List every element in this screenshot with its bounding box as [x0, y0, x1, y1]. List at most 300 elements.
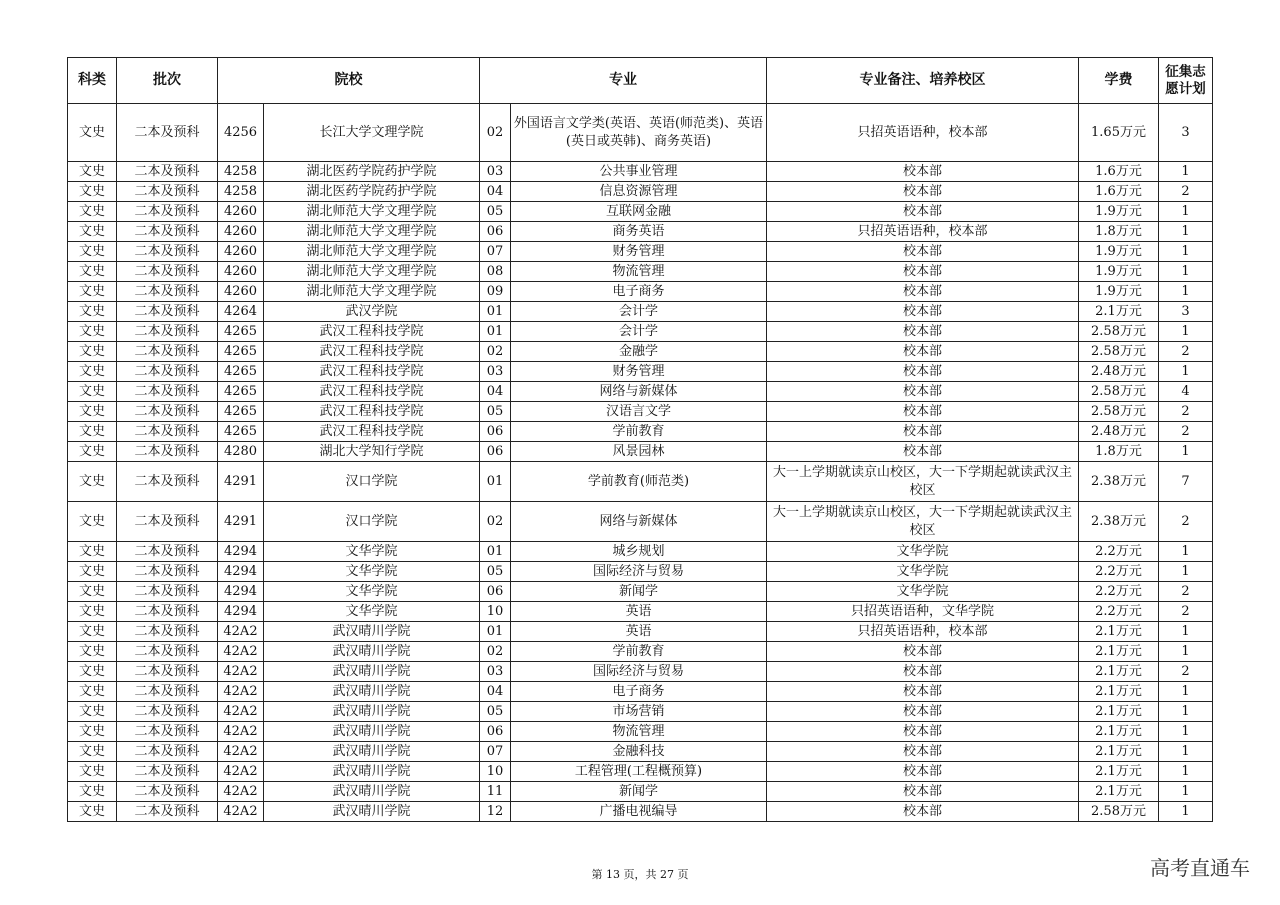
cell-plan: 1: [1159, 782, 1213, 802]
cell-major-code: 06: [480, 442, 511, 462]
cell-major-code: 02: [480, 502, 511, 542]
cell-note: 校本部: [767, 342, 1079, 362]
cell-major: 市场营销: [511, 702, 767, 722]
cell-major: 学前教育(师范类): [511, 462, 767, 502]
table-row: [68, 182, 1213, 202]
cell-major-code: 05: [480, 702, 511, 722]
cell-kelei: 文史: [68, 322, 117, 342]
cell-plan: 1: [1159, 202, 1213, 222]
cell-kelei: 文史: [68, 682, 117, 702]
cell-school-code: 4265: [218, 362, 264, 382]
table-row: [68, 622, 1213, 642]
cell-plan: 2: [1159, 582, 1213, 602]
cell-school: 文华学院: [264, 562, 480, 582]
cell-school-code: 42A2: [218, 722, 264, 742]
cell-note: 大一上学期就读京山校区，大一下学期起就读武汉主校区: [767, 462, 1079, 502]
cell-school: 湖北师范大学文理学院: [264, 242, 480, 262]
cell-major: 信息资源管理: [511, 182, 767, 202]
cell-school: 武汉晴川学院: [264, 622, 480, 642]
cell-major: 英语: [511, 622, 767, 642]
cell-plan: 1: [1159, 702, 1213, 722]
cell-kelei: 文史: [68, 362, 117, 382]
cell-pici: 二本及预科: [117, 642, 218, 662]
cell-school: 武汉工程科技学院: [264, 422, 480, 442]
cell-major-code: 10: [480, 762, 511, 782]
cell-plan: 2: [1159, 502, 1213, 542]
cell-kelei: 文史: [68, 562, 117, 582]
cell-pici: 二本及预科: [117, 382, 218, 402]
cell-pici: 二本及预科: [117, 202, 218, 222]
cell-kelei: 文史: [68, 582, 117, 602]
cell-major-code: 01: [480, 462, 511, 502]
cell-school-code: 4294: [218, 542, 264, 562]
cell-note: 校本部: [767, 202, 1079, 222]
table-row: [68, 104, 1213, 162]
cell-plan: 1: [1159, 642, 1213, 662]
cell-fee: 2.1万元: [1079, 762, 1159, 782]
cell-major: 会计学: [511, 302, 767, 322]
cell-plan: 2: [1159, 342, 1213, 362]
cell-note: 校本部: [767, 742, 1079, 762]
cell-kelei: 文史: [68, 422, 117, 442]
cell-fee: 2.2万元: [1079, 542, 1159, 562]
cell-school-code: 42A2: [218, 702, 264, 722]
cell-pici: 二本及预科: [117, 502, 218, 542]
header-pici: 批次: [117, 58, 218, 104]
cell-pici: 二本及预科: [117, 442, 218, 462]
cell-major-code: 05: [480, 202, 511, 222]
cell-school-code: 4280: [218, 442, 264, 462]
table-row: [68, 762, 1213, 782]
cell-plan: 4: [1159, 382, 1213, 402]
table-row: [68, 582, 1213, 602]
cell-school-code: 4291: [218, 502, 264, 542]
cell-school: 湖北师范大学文理学院: [264, 282, 480, 302]
cell-note: 校本部: [767, 762, 1079, 782]
cell-pici: 二本及预科: [117, 562, 218, 582]
cell-kelei: 文史: [68, 742, 117, 762]
cell-pici: 二本及预科: [117, 222, 218, 242]
table-row: [68, 222, 1213, 242]
cell-plan: 2: [1159, 662, 1213, 682]
cell-note: 校本部: [767, 682, 1079, 702]
table-row: [68, 282, 1213, 302]
cell-major: 物流管理: [511, 262, 767, 282]
cell-major: 电子商务: [511, 682, 767, 702]
cell-pici: 二本及预科: [117, 582, 218, 602]
cell-pici: 二本及预科: [117, 802, 218, 822]
cell-pici: 二本及预科: [117, 782, 218, 802]
cell-plan: 1: [1159, 722, 1213, 742]
watermark-text: 高考直通车: [1150, 856, 1250, 880]
cell-major: 新闻学: [511, 582, 767, 602]
cell-note: 只招英语语种，校本部: [767, 222, 1079, 242]
cell-major-code: 08: [480, 262, 511, 282]
cell-major-code: 02: [480, 104, 511, 162]
cell-plan: 2: [1159, 422, 1213, 442]
cell-plan: 1: [1159, 362, 1213, 382]
table-row: [68, 742, 1213, 762]
cell-school-code: 4294: [218, 602, 264, 622]
cell-kelei: 文史: [68, 702, 117, 722]
header-school: 院校: [218, 58, 480, 104]
cell-plan: 1: [1159, 682, 1213, 702]
cell-plan: 1: [1159, 542, 1213, 562]
cell-major: 金融学: [511, 342, 767, 362]
cell-pici: 二本及预科: [117, 602, 218, 622]
cell-fee: 1.9万元: [1079, 262, 1159, 282]
page-number: 第 13 页，共 27 页: [591, 868, 689, 881]
cell-fee: 2.58万元: [1079, 322, 1159, 342]
cell-school-code: 4265: [218, 402, 264, 422]
table-row: [68, 462, 1213, 502]
cell-school: 湖北医药学院药护学院: [264, 162, 480, 182]
cell-major-code: 06: [480, 222, 511, 242]
cell-kelei: 文史: [68, 162, 117, 182]
cell-major: 电子商务: [511, 282, 767, 302]
cell-note: 校本部: [767, 402, 1079, 422]
cell-plan: 1: [1159, 802, 1213, 822]
cell-fee: 2.1万元: [1079, 642, 1159, 662]
cell-school-code: 42A2: [218, 782, 264, 802]
cell-plan: 1: [1159, 222, 1213, 242]
cell-note: 校本部: [767, 782, 1079, 802]
cell-major-code: 05: [480, 402, 511, 422]
cell-kelei: 文史: [68, 662, 117, 682]
cell-kelei: 文史: [68, 242, 117, 262]
cell-kelei: 文史: [68, 382, 117, 402]
cell-major-code: 01: [480, 302, 511, 322]
cell-major: 国际经济与贸易: [511, 562, 767, 582]
cell-school: 汉口学院: [264, 502, 480, 542]
header-note: 专业备注、培养校区: [767, 58, 1079, 104]
cell-note: 只招英语语种，校本部: [767, 622, 1079, 642]
cell-fee: 1.9万元: [1079, 282, 1159, 302]
cell-fee: 2.38万元: [1079, 462, 1159, 502]
cell-note: 只招英语语种，校本部: [767, 104, 1079, 162]
cell-major-code: 11: [480, 782, 511, 802]
cell-school: 湖北医药学院药护学院: [264, 182, 480, 202]
table-row: [68, 362, 1213, 382]
cell-fee: 2.2万元: [1079, 582, 1159, 602]
cell-plan: 2: [1159, 402, 1213, 422]
cell-note: 文华学院: [767, 562, 1079, 582]
cell-major-code: 02: [480, 642, 511, 662]
cell-plan: 3: [1159, 302, 1213, 322]
cell-fee: 1.8万元: [1079, 222, 1159, 242]
cell-school-code: 4265: [218, 422, 264, 442]
cell-pici: 二本及预科: [117, 542, 218, 562]
cell-kelei: 文史: [68, 642, 117, 662]
cell-major: 金融科技: [511, 742, 767, 762]
cell-school-code: 4256: [218, 104, 264, 162]
cell-plan: 1: [1159, 282, 1213, 302]
cell-major-code: 02: [480, 342, 511, 362]
table-row: [68, 262, 1213, 282]
cell-school-code: 4258: [218, 162, 264, 182]
cell-school: 文华学院: [264, 582, 480, 602]
cell-major: 风景园林: [511, 442, 767, 462]
cell-school: 文华学院: [264, 542, 480, 562]
cell-kelei: 文史: [68, 182, 117, 202]
table-row: [68, 662, 1213, 682]
cell-pici: 二本及预科: [117, 662, 218, 682]
cell-school: 武汉工程科技学院: [264, 382, 480, 402]
cell-school: 武汉学院: [264, 302, 480, 322]
cell-note: 校本部: [767, 162, 1079, 182]
header-plan: 征集志愿计划: [1159, 58, 1213, 104]
cell-school-code: 4260: [218, 262, 264, 282]
cell-note: 校本部: [767, 422, 1079, 442]
cell-fee: 2.2万元: [1079, 602, 1159, 622]
cell-major: 会计学: [511, 322, 767, 342]
cell-school-code: 4265: [218, 322, 264, 342]
cell-major: 国际经济与贸易: [511, 662, 767, 682]
cell-pici: 二本及预科: [117, 362, 218, 382]
cell-school-code: 42A2: [218, 762, 264, 782]
cell-fee: 2.2万元: [1079, 562, 1159, 582]
cell-plan: 1: [1159, 742, 1213, 762]
cell-kelei: 文史: [68, 104, 117, 162]
cell-school: 武汉晴川学院: [264, 642, 480, 662]
cell-fee: 2.48万元: [1079, 422, 1159, 442]
table-row: [68, 642, 1213, 662]
table-row: [68, 702, 1213, 722]
cell-kelei: 文史: [68, 802, 117, 822]
cell-school-code: 4260: [218, 202, 264, 222]
cell-pici: 二本及预科: [117, 302, 218, 322]
cell-note: 校本部: [767, 302, 1079, 322]
table-row: [68, 322, 1213, 342]
cell-note: 校本部: [767, 722, 1079, 742]
cell-pici: 二本及预科: [117, 702, 218, 722]
cell-fee: 2.1万元: [1079, 682, 1159, 702]
cell-major: 学前教育: [511, 422, 767, 442]
table-row: [68, 682, 1213, 702]
cell-school-code: 4260: [218, 242, 264, 262]
cell-major: 广播电视编导: [511, 802, 767, 822]
cell-major: 互联网金融: [511, 202, 767, 222]
cell-pici: 二本及预科: [117, 422, 218, 442]
cell-fee: 2.1万元: [1079, 702, 1159, 722]
cell-school: 武汉工程科技学院: [264, 402, 480, 422]
cell-plan: 1: [1159, 762, 1213, 782]
cell-fee: 2.38万元: [1079, 502, 1159, 542]
cell-school: 长江大学文理学院: [264, 104, 480, 162]
table-row: [68, 342, 1213, 362]
cell-note: 只招英语语种，文华学院: [767, 602, 1079, 622]
cell-major: 学前教育: [511, 642, 767, 662]
cell-major-code: 03: [480, 362, 511, 382]
cell-pici: 二本及预科: [117, 182, 218, 202]
cell-kelei: 文史: [68, 602, 117, 622]
cell-school: 武汉工程科技学院: [264, 322, 480, 342]
cell-note: 校本部: [767, 702, 1079, 722]
cell-fee: 1.6万元: [1079, 182, 1159, 202]
table-row: [68, 502, 1213, 542]
table-row: [68, 782, 1213, 802]
cell-major-code: 10: [480, 602, 511, 622]
cell-school-code: 4264: [218, 302, 264, 322]
cell-pici: 二本及预科: [117, 282, 218, 302]
cell-school: 武汉晴川学院: [264, 722, 480, 742]
cell-fee: 2.1万元: [1079, 622, 1159, 642]
cell-plan: 1: [1159, 262, 1213, 282]
cell-fee: 2.58万元: [1079, 802, 1159, 822]
cell-school: 武汉晴川学院: [264, 762, 480, 782]
cell-major: 外国语言文学类(英语、英语(师范类)、英语(英日或英韩)、商务英语): [511, 104, 767, 162]
table-row: [68, 802, 1213, 822]
cell-school-code: 4260: [218, 282, 264, 302]
cell-school: 武汉晴川学院: [264, 702, 480, 722]
cell-kelei: 文史: [68, 502, 117, 542]
cell-note: 校本部: [767, 182, 1079, 202]
cell-school-code: 4265: [218, 382, 264, 402]
cell-fee: 2.58万元: [1079, 342, 1159, 362]
cell-major-code: 07: [480, 742, 511, 762]
cell-major: 新闻学: [511, 782, 767, 802]
cell-fee: 2.1万元: [1079, 662, 1159, 682]
table-row: [68, 382, 1213, 402]
cell-kelei: 文史: [68, 782, 117, 802]
cell-school-code: 42A2: [218, 742, 264, 762]
cell-note: 校本部: [767, 382, 1079, 402]
cell-school-code: 4294: [218, 582, 264, 602]
table-row: [68, 562, 1213, 582]
cell-plan: 3: [1159, 104, 1213, 162]
cell-school: 武汉工程科技学院: [264, 362, 480, 382]
cell-plan: 7: [1159, 462, 1213, 502]
table-row: [68, 242, 1213, 262]
cell-note: 校本部: [767, 662, 1079, 682]
cell-note: 校本部: [767, 262, 1079, 282]
cell-kelei: 文史: [68, 722, 117, 742]
cell-school-code: 42A2: [218, 622, 264, 642]
table-row: [68, 302, 1213, 322]
cell-school-code: 4260: [218, 222, 264, 242]
cell-kelei: 文史: [68, 222, 117, 242]
cell-major-code: 04: [480, 382, 511, 402]
cell-pici: 二本及预科: [117, 162, 218, 182]
cell-plan: 2: [1159, 182, 1213, 202]
cell-pici: 二本及预科: [117, 462, 218, 502]
cell-note: 大一上学期就读京山校区，大一下学期起就读武汉主校区: [767, 502, 1079, 542]
table-row: [68, 602, 1213, 622]
cell-plan: 1: [1159, 562, 1213, 582]
cell-plan: 1: [1159, 622, 1213, 642]
cell-school-code: 4265: [218, 342, 264, 362]
cell-kelei: 文史: [68, 202, 117, 222]
cell-fee: 1.8万元: [1079, 442, 1159, 462]
table-row: [68, 722, 1213, 742]
cell-major: 汉语言文学: [511, 402, 767, 422]
cell-plan: 1: [1159, 322, 1213, 342]
cell-school-code: 42A2: [218, 662, 264, 682]
cell-pici: 二本及预科: [117, 262, 218, 282]
cell-major-code: 09: [480, 282, 511, 302]
cell-kelei: 文史: [68, 402, 117, 422]
cell-major-code: 03: [480, 662, 511, 682]
cell-major: 商务英语: [511, 222, 767, 242]
cell-major-code: 12: [480, 802, 511, 822]
cell-school: 文华学院: [264, 602, 480, 622]
cell-fee: 2.48万元: [1079, 362, 1159, 382]
cell-note: 校本部: [767, 802, 1079, 822]
cell-major: 财务管理: [511, 242, 767, 262]
cell-school-code: 4258: [218, 182, 264, 202]
table-body: [68, 104, 1213, 822]
cell-note: 文华学院: [767, 582, 1079, 602]
cell-major: 城乡规划: [511, 542, 767, 562]
table-row: [68, 162, 1213, 182]
cell-fee: 2.1万元: [1079, 302, 1159, 322]
cell-major-code: 04: [480, 682, 511, 702]
admission-table: [67, 57, 1213, 822]
cell-major-code: 01: [480, 542, 511, 562]
cell-major-code: 06: [480, 422, 511, 442]
cell-school: 武汉晴川学院: [264, 742, 480, 762]
cell-pici: 二本及预科: [117, 342, 218, 362]
cell-school-code: 42A2: [218, 682, 264, 702]
cell-kelei: 文史: [68, 302, 117, 322]
cell-pici: 二本及预科: [117, 682, 218, 702]
table-row: [68, 442, 1213, 462]
cell-note: 校本部: [767, 242, 1079, 262]
cell-fee: 2.1万元: [1079, 782, 1159, 802]
cell-plan: 1: [1159, 162, 1213, 182]
cell-school: 武汉晴川学院: [264, 782, 480, 802]
cell-major-code: 01: [480, 322, 511, 342]
cell-major: 工程管理(工程概预算): [511, 762, 767, 782]
cell-major: 英语: [511, 602, 767, 622]
cell-school: 汉口学院: [264, 462, 480, 502]
cell-kelei: 文史: [68, 282, 117, 302]
cell-fee: 2.1万元: [1079, 722, 1159, 742]
cell-kelei: 文史: [68, 462, 117, 502]
cell-pici: 二本及预科: [117, 722, 218, 742]
cell-pici: 二本及预科: [117, 242, 218, 262]
header-major: 专业: [480, 58, 767, 104]
cell-school-code: 4294: [218, 562, 264, 582]
cell-major-code: 06: [480, 722, 511, 742]
cell-pici: 二本及预科: [117, 322, 218, 342]
cell-kelei: 文史: [68, 762, 117, 782]
cell-note: 文华学院: [767, 542, 1079, 562]
table-row: [68, 422, 1213, 442]
cell-pici: 二本及预科: [117, 402, 218, 422]
cell-major-code: 01: [480, 622, 511, 642]
cell-fee: 2.58万元: [1079, 402, 1159, 422]
cell-fee: 1.6万元: [1079, 162, 1159, 182]
cell-school: 武汉晴川学院: [264, 662, 480, 682]
cell-school-code: 4291: [218, 462, 264, 502]
cell-note: 校本部: [767, 282, 1079, 302]
cell-plan: 1: [1159, 442, 1213, 462]
cell-pici: 二本及预科: [117, 104, 218, 162]
table-row: [68, 202, 1213, 222]
cell-school: 湖北大学知行学院: [264, 442, 480, 462]
cell-kelei: 文史: [68, 622, 117, 642]
cell-note: 校本部: [767, 362, 1079, 382]
cell-major: 财务管理: [511, 362, 767, 382]
cell-fee: 1.9万元: [1079, 242, 1159, 262]
cell-school: 湖北师范大学文理学院: [264, 262, 480, 282]
table-row: [68, 402, 1213, 422]
cell-fee: 1.65万元: [1079, 104, 1159, 162]
cell-major: 网络与新媒体: [511, 382, 767, 402]
cell-major: 网络与新媒体: [511, 502, 767, 542]
cell-school: 武汉晴川学院: [264, 682, 480, 702]
